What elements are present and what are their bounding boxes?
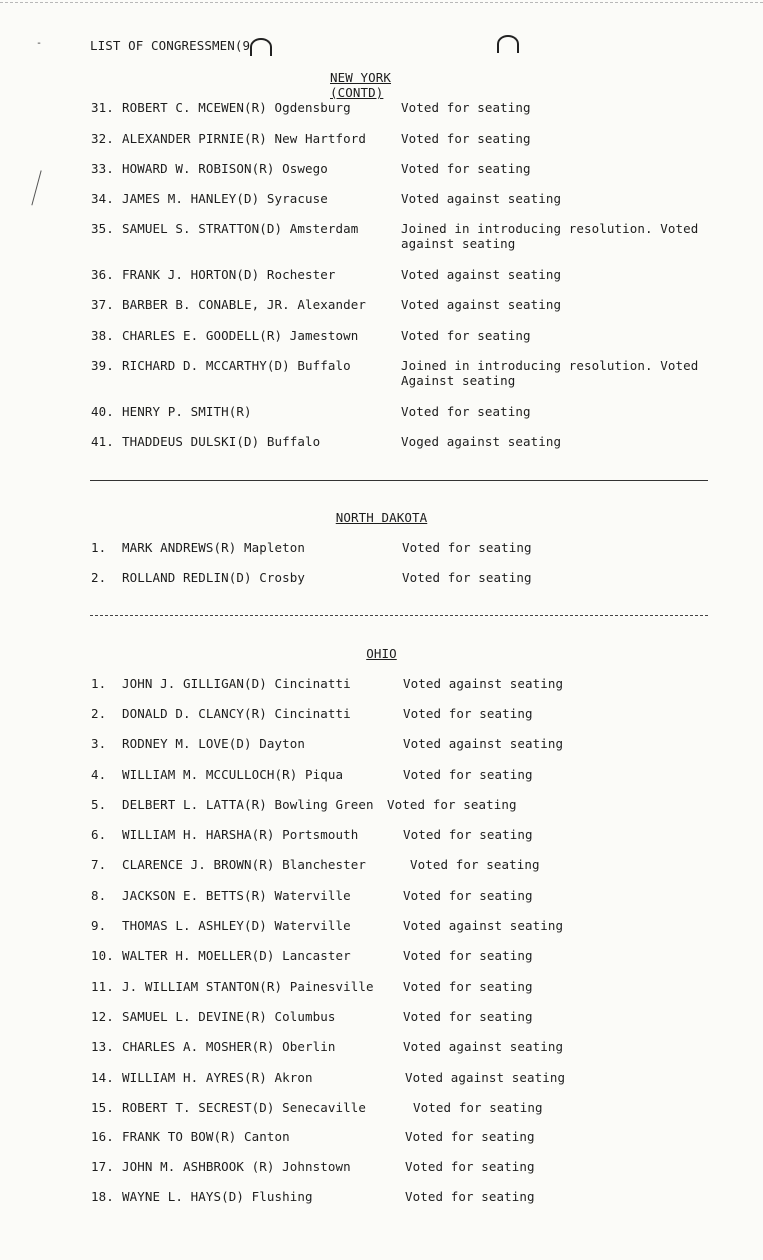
vote-status: Voted for seating bbox=[405, 1129, 535, 1144]
row-number: 35. bbox=[91, 221, 114, 236]
congressman-name: JOHN M. ASHBROOK (R) Johnstown bbox=[122, 1159, 351, 1174]
row-number: 33. bbox=[91, 161, 114, 176]
vote-status: Voted for seating bbox=[410, 857, 540, 872]
section-divider bbox=[90, 480, 708, 481]
vote-status: Voted against seating bbox=[403, 676, 564, 691]
vote-status: Voted for seating bbox=[401, 100, 531, 115]
vote-status: Voted against seating bbox=[401, 297, 562, 312]
vote-status: Voted for seating bbox=[401, 161, 531, 176]
vote-status: Voted for seating bbox=[401, 404, 531, 419]
congressman-name: JAMES M. HANLEY(D) Syracuse bbox=[122, 191, 328, 206]
section-title-oh: OHIO bbox=[366, 646, 397, 661]
congressman-name: HENRY P. SMITH(R) bbox=[122, 404, 252, 419]
congressman-name: JACKSON E. BETTS(R) Waterville bbox=[122, 888, 351, 903]
vote-status: Voted against seating bbox=[405, 1070, 566, 1085]
vote-status: Voted for seating bbox=[402, 570, 532, 585]
hole-punch-mark-left bbox=[250, 38, 272, 56]
congressman-name: ROLLAND REDLIN(D) Crosby bbox=[122, 570, 306, 585]
row-number: 39. bbox=[91, 358, 114, 373]
vote-status: Voted for seating bbox=[405, 1159, 535, 1174]
row-number: 38. bbox=[91, 328, 114, 343]
row-number: 32. bbox=[91, 131, 114, 146]
row-number: 5. bbox=[91, 797, 107, 812]
congressman-name: WILLIAM H. HARSHA(R) Portsmouth bbox=[122, 827, 359, 842]
vote-status: Voted for seating bbox=[403, 1009, 533, 1024]
congressman-name: THOMAS L. ASHLEY(D) Waterville bbox=[122, 918, 351, 933]
row-number: 2. bbox=[91, 706, 107, 721]
congressman-name: FRANK J. HORTON(D) Rochester bbox=[122, 267, 336, 282]
vote-status: Voted for seating bbox=[403, 948, 533, 963]
row-number: 34. bbox=[91, 191, 114, 206]
vote-status: Joined in introducing resolution. Voted against seating bbox=[401, 221, 699, 251]
vote-status: Voted against seating bbox=[403, 918, 564, 933]
vote-status: Voted for seating bbox=[403, 767, 533, 782]
row-number: 9. bbox=[91, 918, 107, 933]
congressman-name: WILLIAM M. MCCULLOCH(R) Piqua bbox=[122, 767, 344, 782]
vote-status: Voted for seating bbox=[403, 888, 533, 903]
vote-status: Voted for seating bbox=[403, 827, 533, 842]
congressman-name: WALTER H. MOELLER(D) Lancaster bbox=[122, 948, 351, 963]
vote-status: Voted against seating bbox=[401, 191, 562, 206]
vote-status: Voted for seating bbox=[402, 540, 532, 555]
congressman-name: THADDEUS DULSKI(D) Buffalo bbox=[122, 434, 321, 449]
row-number: 4. bbox=[91, 767, 107, 782]
congressman-name: BARBER B. CONABLE, JR. Alexander bbox=[122, 297, 367, 312]
row-number: 36. bbox=[91, 267, 114, 282]
congressman-name: DELBERT L. LATTA(R) Bowling Green bbox=[122, 797, 374, 812]
row-number: 6. bbox=[91, 827, 107, 842]
section-title-ny: NEW YORK (CONTD) bbox=[330, 70, 392, 100]
row-number: 40. bbox=[91, 404, 114, 419]
row-number: 8. bbox=[91, 888, 107, 903]
vote-status: Voted against seating bbox=[403, 1039, 564, 1054]
congressman-name: SAMUEL S. STRATTON(D) Amsterdam bbox=[122, 221, 359, 236]
row-number: 15. bbox=[91, 1100, 114, 1115]
vote-status: Voged against seating bbox=[401, 434, 562, 449]
vote-status: Voted for seating bbox=[403, 979, 533, 994]
row-number: 13. bbox=[91, 1039, 114, 1054]
congressman-name: FRANK TO BOW(R) Canton bbox=[122, 1129, 290, 1144]
congressman-name: CLARENCE J. BROWN(R) Blanchester bbox=[122, 857, 367, 872]
vote-status: Voted for seating bbox=[401, 328, 531, 343]
row-number: 18. bbox=[91, 1189, 114, 1204]
row-number: 3. bbox=[91, 736, 107, 751]
top-dashed-border bbox=[0, 2, 763, 3]
congressman-name: RICHARD D. MCCARTHY(D) Buffalo bbox=[122, 358, 351, 373]
row-number: 31. bbox=[91, 100, 114, 115]
section-title-nd: NORTH DAKOTA bbox=[335, 510, 428, 525]
row-number: 37. bbox=[91, 297, 114, 312]
vote-status: Voted against seating bbox=[403, 736, 564, 751]
row-number: 41. bbox=[91, 434, 114, 449]
congressman-name: JOHN J. GILLIGAN(D) Cincinatti bbox=[122, 676, 351, 691]
congressman-name: MARK ANDREWS(R) Mapleton bbox=[122, 540, 306, 555]
congressman-name: CHARLES E. GOODELL(R) Jamestown bbox=[122, 328, 359, 343]
row-number: 10. bbox=[91, 948, 114, 963]
vote-status: Voted for seating bbox=[413, 1100, 543, 1115]
congressman-name: WAYNE L. HAYS(D) Flushing bbox=[122, 1189, 313, 1204]
congressman-name: RODNEY M. LOVE(D) Dayton bbox=[122, 736, 306, 751]
row-number: 12. bbox=[91, 1009, 114, 1024]
congressman-name: ALEXANDER PIRNIE(R) New Hartford bbox=[122, 131, 367, 146]
vote-status: Voted against seating bbox=[401, 267, 562, 282]
row-number: 14. bbox=[91, 1070, 114, 1085]
congressman-name: CHARLES A. MOSHER(R) Oberlin bbox=[122, 1039, 336, 1054]
row-number: 1. bbox=[91, 676, 107, 691]
page-header: LIST OF CONGRESSMEN(9 bbox=[90, 38, 251, 53]
hole-punch-mark-right bbox=[497, 35, 519, 53]
row-number: 17. bbox=[91, 1159, 114, 1174]
congressman-name: DONALD D. CLANCY(R) Cincinatti bbox=[122, 706, 351, 721]
pencil-mark bbox=[31, 170, 42, 205]
vote-status: Voted for seating bbox=[387, 797, 517, 812]
congressman-name: WILLIAM H. AYRES(R) Akron bbox=[122, 1070, 313, 1085]
congressman-name: J. WILLIAM STANTON(R) Painesville bbox=[122, 979, 374, 994]
congressman-name: ROBERT T. SECREST(D) Senecaville bbox=[122, 1100, 367, 1115]
row-number: 11. bbox=[91, 979, 114, 994]
vote-status: Voted for seating bbox=[405, 1189, 535, 1204]
section-divider-dashed bbox=[90, 615, 708, 616]
vote-status: Voted for seating bbox=[401, 131, 531, 146]
stray-mark: - bbox=[36, 38, 43, 49]
row-number: 7. bbox=[91, 857, 107, 872]
row-number: 2. bbox=[91, 570, 107, 585]
vote-status: Joined in introducing resolution. Voted Against seating bbox=[401, 358, 699, 388]
vote-status: Voted for seating bbox=[403, 706, 533, 721]
row-number: 1. bbox=[91, 540, 107, 555]
congressman-name: ROBERT C. MCEWEN(R) Ogdensburg bbox=[122, 100, 351, 115]
row-number: 16. bbox=[91, 1129, 114, 1144]
congressman-name: HOWARD W. ROBISON(R) Oswego bbox=[122, 161, 328, 176]
congressman-name: SAMUEL L. DEVINE(R) Columbus bbox=[122, 1009, 336, 1024]
